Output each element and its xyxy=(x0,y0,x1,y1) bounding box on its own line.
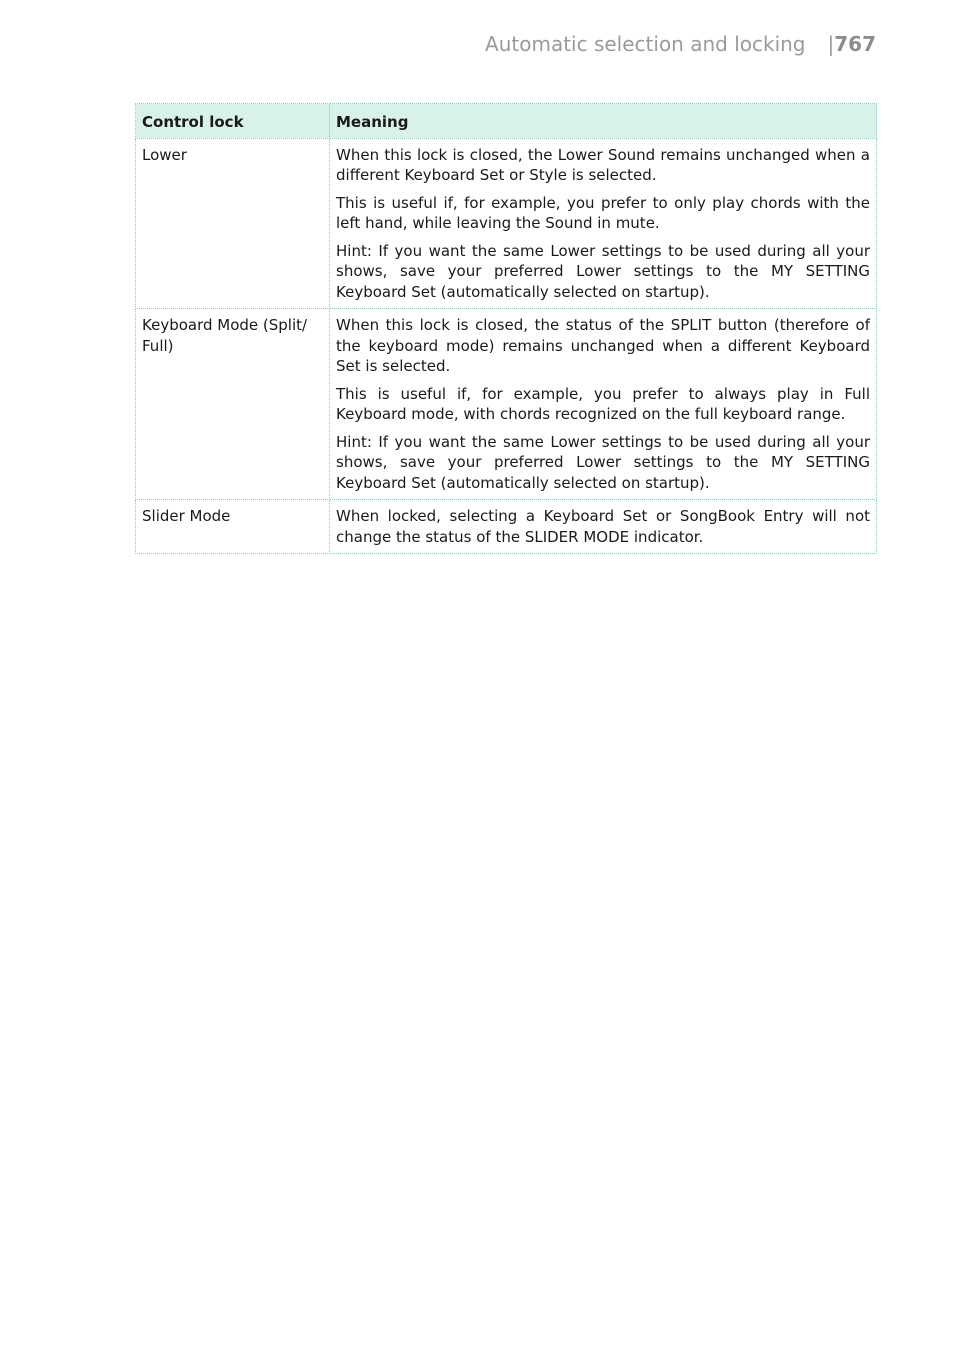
column-header-control-lock: Control lock xyxy=(136,104,330,139)
meaning-paragraph: Hint: If you want the same Lower settings to be used during all your shows, save your preferred Lower settings to the MY SETTING Keyboard Set (automatically selected on startup). xyxy=(336,241,870,301)
meaning-paragraph: This is useful if, for example, you prefer to always play in Full Keyboard mode, with chords recognized on the full keyboard range. xyxy=(336,384,870,423)
table-header-row xyxy=(136,104,877,139)
running-header xyxy=(485,32,876,56)
meaning-paragraph: When this lock is closed, the Lower Sound remains unchanged when a different Keyboard Set or Style is selected. xyxy=(336,145,870,184)
table-row xyxy=(136,309,877,500)
meaning-cell xyxy=(330,309,877,500)
meaning-cell xyxy=(330,138,877,309)
control-lock-cell: Slider Mode xyxy=(136,500,330,554)
meaning-paragraph: When locked, selecting a Keyboard Set or SongBook Entry will not change the status of the SLIDER MODE indicator. xyxy=(336,507,870,546)
header-separator: | xyxy=(827,32,835,56)
section-title: Automatic selection and locking xyxy=(485,32,806,56)
table-row xyxy=(136,138,877,309)
page-number: 767 xyxy=(834,32,876,56)
control-lock-cell: Lower xyxy=(136,138,330,309)
meaning-paragraph: When this lock is closed, the status of the SPLIT button (therefore of the keyboard mode) remains unchanged when a different Keyboard Set is selected. xyxy=(336,316,870,375)
table-row xyxy=(136,500,877,554)
control-lock-cell: Keyboard Mode (Split/ Full) xyxy=(136,309,330,500)
meaning-paragraph: Hint: If you want the same Lower settings to be used during all your shows, save your preferred Lower settings to the MY SETTING Keyboard Set (automatically selected on startup). xyxy=(336,432,870,492)
meaning-cell xyxy=(330,500,877,554)
control-lock-table xyxy=(135,103,877,554)
column-header-meaning: Meaning xyxy=(330,104,877,139)
meaning-paragraph: This is useful if, for example, you prefer to only play chords with the left hand, while leaving the Sound in mute. xyxy=(336,193,870,232)
